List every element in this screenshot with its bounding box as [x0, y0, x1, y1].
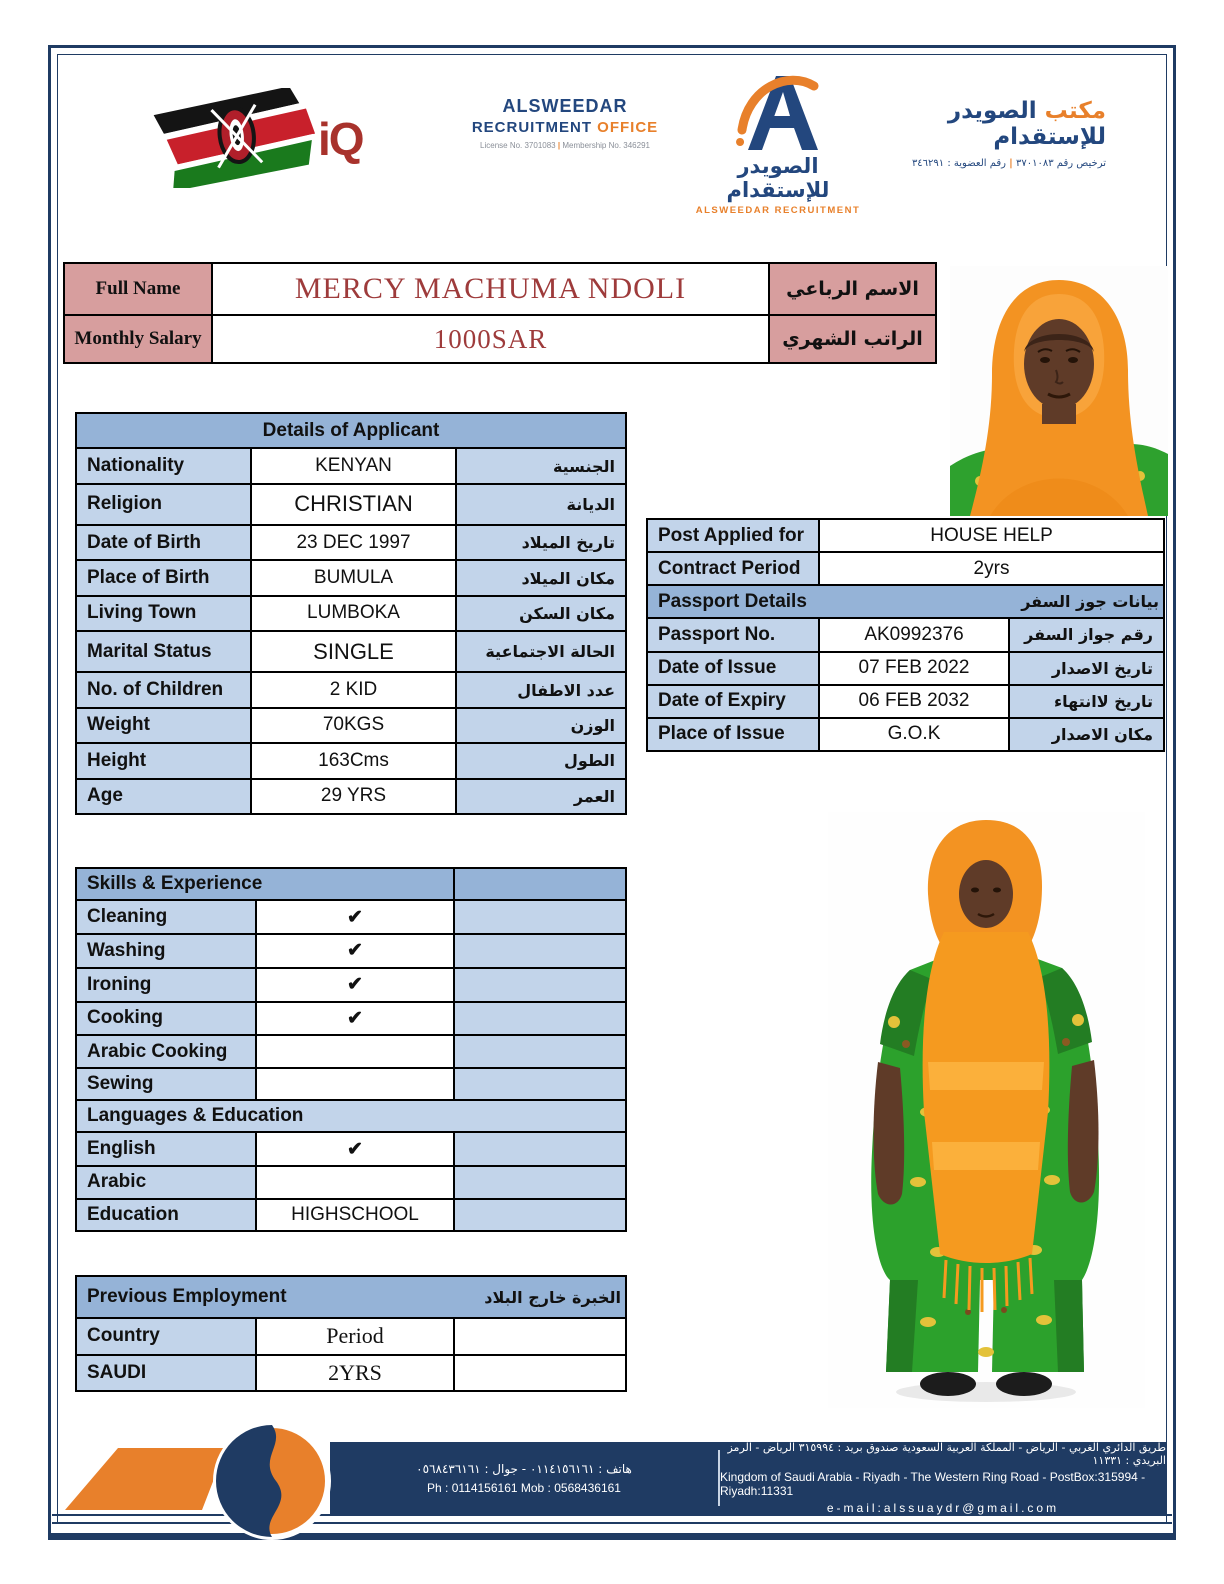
education-label: Education: [76, 1199, 256, 1231]
skill-label: Cooking: [76, 1002, 256, 1036]
table-row: [76, 708, 626, 743]
applicant-full-body-photo: [828, 812, 1145, 1408]
skill-check: [256, 1035, 454, 1067]
table-row: [76, 1276, 626, 1318]
arabic-license-divider: |: [1009, 158, 1013, 169]
row-arabic: الجنسية: [456, 448, 626, 483]
table-row: [76, 672, 626, 707]
table-row: [76, 560, 626, 595]
row-value: G.O.K: [819, 718, 1009, 751]
footer-contact-bar: [330, 1442, 1166, 1514]
table-row: [647, 519, 1164, 552]
footer-phone-arabic: هاتف : ٠١١٤١٥٦١٦١ - جوال : ٠٥٦٨٤٣٦١٦١: [416, 1461, 632, 1476]
full-name-label: Full Name: [64, 263, 212, 315]
skill-check: ✔: [256, 900, 454, 934]
table-row: [647, 618, 1164, 651]
table-row: [76, 1132, 626, 1166]
full-name-arabic: الاسم الرباعي: [769, 263, 936, 315]
table-row: [64, 263, 936, 315]
skill-label: Ironing: [76, 968, 256, 1002]
row-label: Weight: [76, 708, 251, 743]
row-value: 2 KID: [251, 672, 456, 707]
row-arabic: الطول: [456, 743, 626, 778]
table-row: [647, 585, 1164, 618]
footer-address-block: [720, 1442, 1166, 1514]
passport-header-arabic: بيانات جوز السفر: [1021, 592, 1160, 612]
a-letter-logo-icon: [718, 68, 838, 154]
arabic-title-orange-word: مكتب: [1044, 98, 1106, 124]
a-logo-english-name: ALSWEEDAR RECRUITMENT: [695, 205, 861, 216]
table-row: [76, 1002, 626, 1036]
skill-label: Washing: [76, 934, 256, 968]
row-label: Nationality: [76, 448, 251, 483]
row-label: Post Applied for: [647, 519, 819, 552]
row-label: Place of Birth: [76, 560, 251, 595]
salary-arabic: الراتب الشهري: [769, 315, 936, 363]
footer-email: e-mail:alssuaydr@gmail.com: [826, 1501, 1060, 1515]
table-row: [76, 934, 626, 968]
row-arabic: تاريخ لاانتهاء: [1009, 685, 1164, 718]
table-row: [76, 1100, 626, 1132]
table-row: [64, 315, 936, 363]
table-row: [647, 552, 1164, 585]
skill-spacer: [454, 900, 626, 934]
license-number: License No. 3701083: [480, 141, 556, 150]
skill-check: ✔: [256, 968, 454, 1002]
table-row: [647, 685, 1164, 718]
row-label: Age: [76, 779, 251, 814]
language-spacer: [454, 1166, 626, 1198]
table-row: [76, 968, 626, 1002]
table-row: [647, 652, 1164, 685]
row-arabic: رقم جواز السفر: [1009, 618, 1164, 651]
employment-period-value: 2YRS: [256, 1355, 454, 1392]
row-label: Marital Status: [76, 631, 251, 672]
wordmark-license-line: [455, 141, 675, 150]
row-label: No. of Children: [76, 672, 251, 707]
row-label: Place of Issue: [647, 718, 819, 751]
footer-address-arabic: طريق الدائري الغربي - الرياض - المملكة العربية السعودية صندوق بريد : ٣١٥٩٩٤ الرياض - الرمز البريدي : ١١٣٣١: [727, 1441, 1166, 1467]
row-value: 163Cms: [251, 743, 456, 778]
employment-header: [76, 1276, 626, 1318]
skill-spacer: [454, 968, 626, 1002]
language-label: Arabic: [76, 1166, 256, 1198]
arabic-office-wordmark: [846, 98, 1106, 169]
row-value: HOUSE HELP: [819, 519, 1164, 552]
row-label: Living Town: [76, 596, 251, 631]
table-row: [76, 1166, 626, 1198]
employment-spacer: [454, 1355, 626, 1392]
skill-label: Sewing: [76, 1068, 256, 1100]
table-row: [76, 413, 626, 448]
table-row: [76, 596, 626, 631]
row-arabic: مكان الاصدار: [1009, 718, 1164, 751]
education-spacer: [454, 1199, 626, 1231]
iq-logo: [318, 112, 363, 166]
skills-title: Skills & Experience: [76, 868, 454, 900]
arabic-office-title: [846, 98, 1106, 150]
a-logo-arabic-name: الصويدر للإستقدام: [726, 154, 830, 202]
row-arabic: الحالة الاجتماعية: [456, 631, 626, 672]
row-label: Date of Birth: [76, 525, 251, 560]
row-value: 07 FEB 2022: [819, 652, 1009, 685]
row-value: KENYAN: [251, 448, 456, 483]
row-value: 29 YRS: [251, 779, 456, 814]
skill-label: Cleaning: [76, 900, 256, 934]
row-value: CHRISTIAN: [251, 484, 456, 525]
row-value: AK0992376: [819, 618, 1009, 651]
table-row: [76, 484, 626, 525]
row-value: 06 FEB 2032: [819, 685, 1009, 718]
salary-label: Monthly Salary: [64, 315, 212, 363]
row-label: Passport No.: [647, 618, 819, 651]
license-divider: |: [557, 141, 561, 150]
skills-header-spacer: [454, 868, 626, 900]
employment-country-value: SAUDI: [76, 1355, 256, 1392]
row-label: Religion: [76, 484, 251, 525]
alsweedar-wordmark: [455, 96, 675, 150]
employment-period-header: Period: [256, 1318, 454, 1355]
table-row: [76, 868, 626, 900]
education-value: HIGHSCHOOL: [256, 1199, 454, 1231]
footer-address-english: Kingdom of Saudi Arabia - Riyadh - The Western Ring Road - PostBox:315994 - Riyadh:11331: [720, 1470, 1146, 1498]
details-title: Details of Applicant: [76, 413, 626, 448]
row-value: 2yrs: [819, 552, 1164, 585]
row-value: BUMULA: [251, 560, 456, 595]
row-label: Contract Period: [647, 552, 819, 585]
membership-number: Membership No. 346291: [562, 141, 650, 150]
skill-spacer: [454, 934, 626, 968]
table-row: [76, 1035, 626, 1067]
row-arabic: مكان الميلاد: [456, 560, 626, 595]
row-arabic: تاريخ الميلاد: [456, 525, 626, 560]
row-value: SINGLE: [251, 631, 456, 672]
salary-value: 1000SAR: [212, 315, 769, 363]
row-arabic: مكان السكن: [456, 596, 626, 631]
row-label: Date of Issue: [647, 652, 819, 685]
table-row: [76, 448, 626, 483]
table-row: [76, 1355, 626, 1392]
language-label: English: [76, 1132, 256, 1166]
application-passport-table: [646, 518, 1165, 752]
table-row: [76, 631, 626, 672]
wordmark-line2: [455, 119, 675, 136]
details-table: [75, 412, 627, 815]
a-letter-logo-block: [688, 68, 868, 216]
skill-spacer: [454, 1002, 626, 1036]
skills-table: [75, 867, 627, 1232]
skill-check: [256, 1068, 454, 1100]
skill-label: Arabic Cooking: [76, 1035, 256, 1067]
employment-title-arabic: الخبرة خارج البلاد: [484, 1287, 622, 1307]
passport-header-label: Passport Details: [658, 590, 807, 612]
wordmark-name: ALSWEEDAR: [502, 96, 628, 116]
row-arabic: الوزن: [456, 708, 626, 743]
arabic-title-navy-word: الصويدر للإستقدام: [947, 98, 1106, 150]
row-arabic: تاريخ الاصدار: [1009, 652, 1164, 685]
table-row: [76, 1199, 626, 1231]
table-row: [76, 525, 626, 560]
language-check: ✔: [256, 1132, 454, 1166]
table-row: [76, 779, 626, 814]
row-arabic: العمر: [456, 779, 626, 814]
applicant-portrait-photo: [950, 266, 1168, 516]
kenya-flag-icon: [145, 88, 315, 188]
arabic-license-number: ترخيص رقم ٣٧٠١٠٨٣: [1016, 158, 1106, 169]
skill-spacer: [454, 1068, 626, 1100]
table-row: [647, 718, 1164, 751]
skill-check: ✔: [256, 934, 454, 968]
employment-spacer: [454, 1318, 626, 1355]
table-row: [76, 743, 626, 778]
footer-phone-block: [330, 1442, 718, 1514]
footer-circle-logo: [212, 1421, 332, 1541]
wordmark-office: OFFICE: [597, 119, 659, 136]
row-label: Date of Expiry: [647, 685, 819, 718]
employment-country-label: Country: [76, 1318, 256, 1355]
arabic-license-line: [846, 158, 1106, 169]
languages-education-title: Languages & Education: [76, 1100, 626, 1132]
iq-logo-text: iQ: [318, 113, 363, 165]
previous-employment-table: [75, 1275, 627, 1392]
arabic-membership-number: رقم العضوية : ٣٤٦٢٩١: [911, 158, 1006, 169]
row-label: Height: [76, 743, 251, 778]
row-value: LUMBOKA: [251, 596, 456, 631]
table-row: [76, 1068, 626, 1100]
skill-check: ✔: [256, 1002, 454, 1036]
name-salary-table: [63, 262, 937, 364]
row-value: 23 DEC 1997: [251, 525, 456, 560]
language-check: [256, 1166, 454, 1198]
language-spacer: [454, 1132, 626, 1166]
row-value: 70KGS: [251, 708, 456, 743]
footer-phone-english: Ph : 0114156161 Mob : 0568436161: [427, 1480, 621, 1495]
table-row: [76, 900, 626, 934]
full-name-value: MERCY MACHUMA NDOLI: [212, 263, 769, 315]
employment-title: Previous Employment: [87, 1286, 287, 1307]
row-arabic: الديانة: [456, 484, 626, 525]
passport-details-header: [647, 585, 1164, 618]
table-row: [76, 1318, 626, 1355]
skill-spacer: [454, 1035, 626, 1067]
row-arabic: عدد الاطفال: [456, 672, 626, 707]
wordmark-recruitment: RECRUITMENT: [471, 119, 592, 136]
